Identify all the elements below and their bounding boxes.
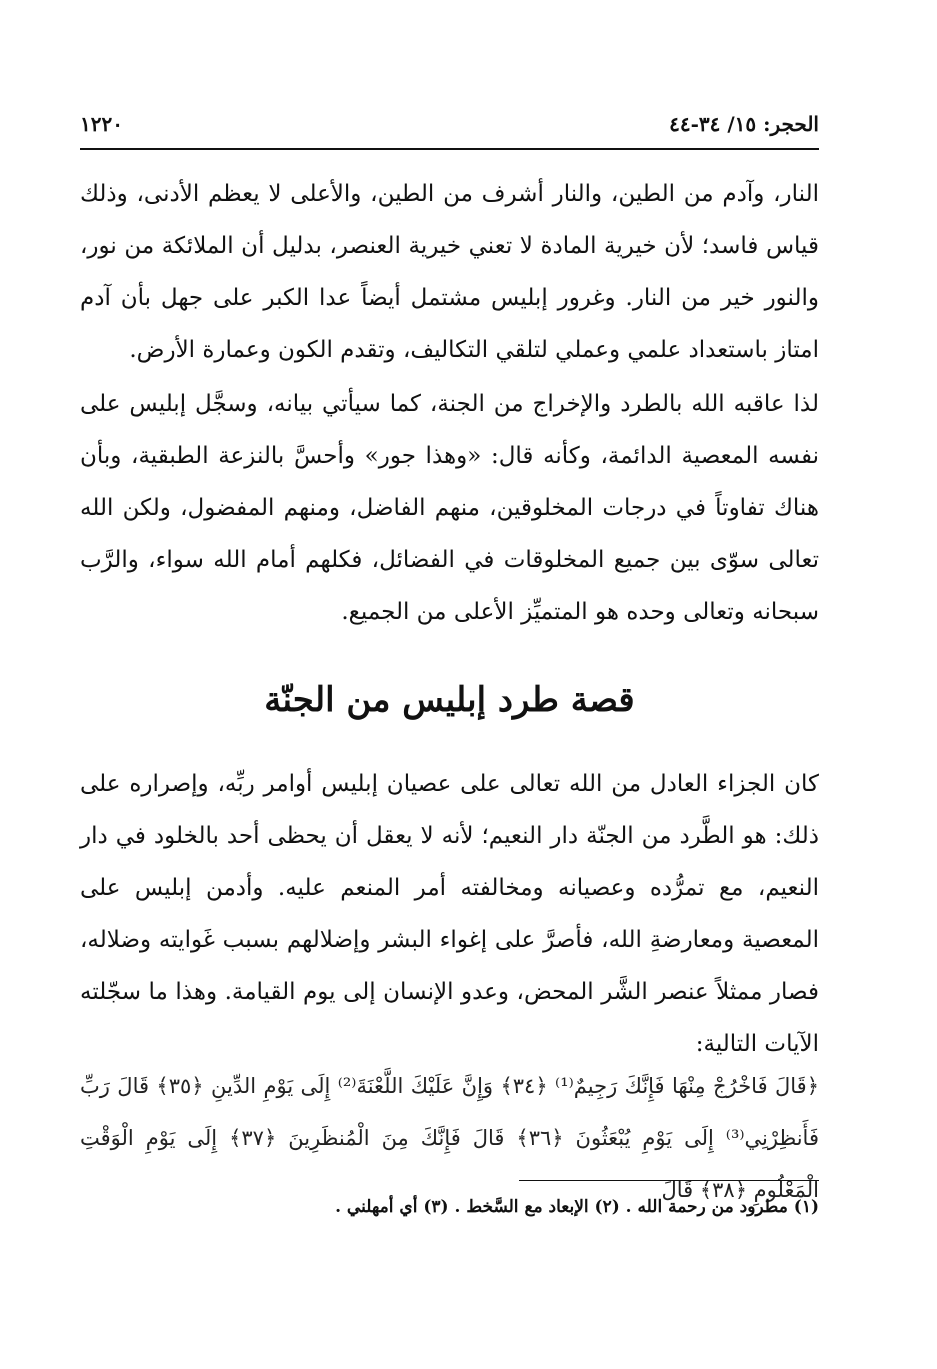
quran-verses: ﴿قَالَ فَاخْرُجْ مِنْهَا فَإِنَّكَ رَجِيمٌ⁽¹⁾ ﴿٣٤﴾ وَإِنَّ عَلَيْكَ اللَّعْنَةَ⁽²⁾ إِلَى يَوْمِ الدِّينِ ﴿٣٥﴾ قَالَ رَبِّ فَأَنظِرْنِي⁽³⁾ إِلَى يَوْمِ يُبْعَثُونَ ﴿٣٦﴾ قَالَ فَإِنَّكَ مِنَ الْمُنظَرِينَ ﴿٣٧﴾ إِلَى يَوْمِ الْوَقْتِ الْمَعْلُومِ ﴿٣٨﴾ قَالَ xyxy=(80,1074,820,1202)
footnote-divider xyxy=(519,1180,819,1181)
paragraph-2: لذا عاقبه الله بالطرد والإخراج من الجنة، كما سيأتي بيانه، وسجَّل إبليس على نفسه المعصية الدائمة، وكأنه قال: «وهذا جور» وأحسَّ بالنزعة الطبقية، وبأن هناك تفاوتاً في درجات المخلوقين، منهم الفاضل، ومنهم المفضول، ولكن الله تعالى سوّى بين جميع المخلوقات في الفضائل، فكلهم أمام الله سواء، والرَّب سبحانه وتعالى وحده هو المتميِّز الأعلى من الجميع. xyxy=(80,391,819,625)
page-number: ١٢٢٠ xyxy=(80,112,123,136)
page-header xyxy=(80,112,819,146)
surah-reference: الحجر: ١٥/ ٣٤-٤٤ xyxy=(669,112,819,136)
header-divider xyxy=(80,148,819,150)
footnotes: (١) مطرود من رحمة الله . (٢) الإبعاد مع السَّخط . (٣) أي أمهلني . xyxy=(335,1197,819,1217)
section-paragraph: كان الجزاء العادل من الله تعالى على عصيان إبليس أوامر ربِّه، وإصراره على ذلك: هو الطَّرد من الجنّة دار النعيم؛ لأنه لا يعقل أن يحظى أحد بالخلود في دار النعيم، مع تمرُّده وعصيانه ومخالفته أمر المنعم عليه. وأدمن إبليس على المعصية ومعارضةِ الله، فأصرَّ على إغواء البشر وإضلالهم بسبب غَوايته وضلاله، فصار ممثلاً عنصر الشَّر المحض، وعدو الإنسان إلى يوم القيامة. وهذا ما سجّلته الآيات التالية: xyxy=(80,771,819,1057)
section-title: قصة طرد إبليس من الجنّة xyxy=(264,680,635,720)
paragraph-1: النار، وآدم من الطين، والنار أشرف من الطين، والأعلى لا يعظم الأدنى، وذلك قياس فاسد؛ لأن خيرية المادة لا تعني خيرية العنصر، بدليل أن الملائكة من نور، والنور خير من النار. وغرور إبليس مشتمل أيضاً عدا الكبر على جهل بأن آدم امتاز باستعداد علمي وعملي لتلقي التكاليف، وتقدم الكون وعمارة الأرض. xyxy=(80,181,819,363)
